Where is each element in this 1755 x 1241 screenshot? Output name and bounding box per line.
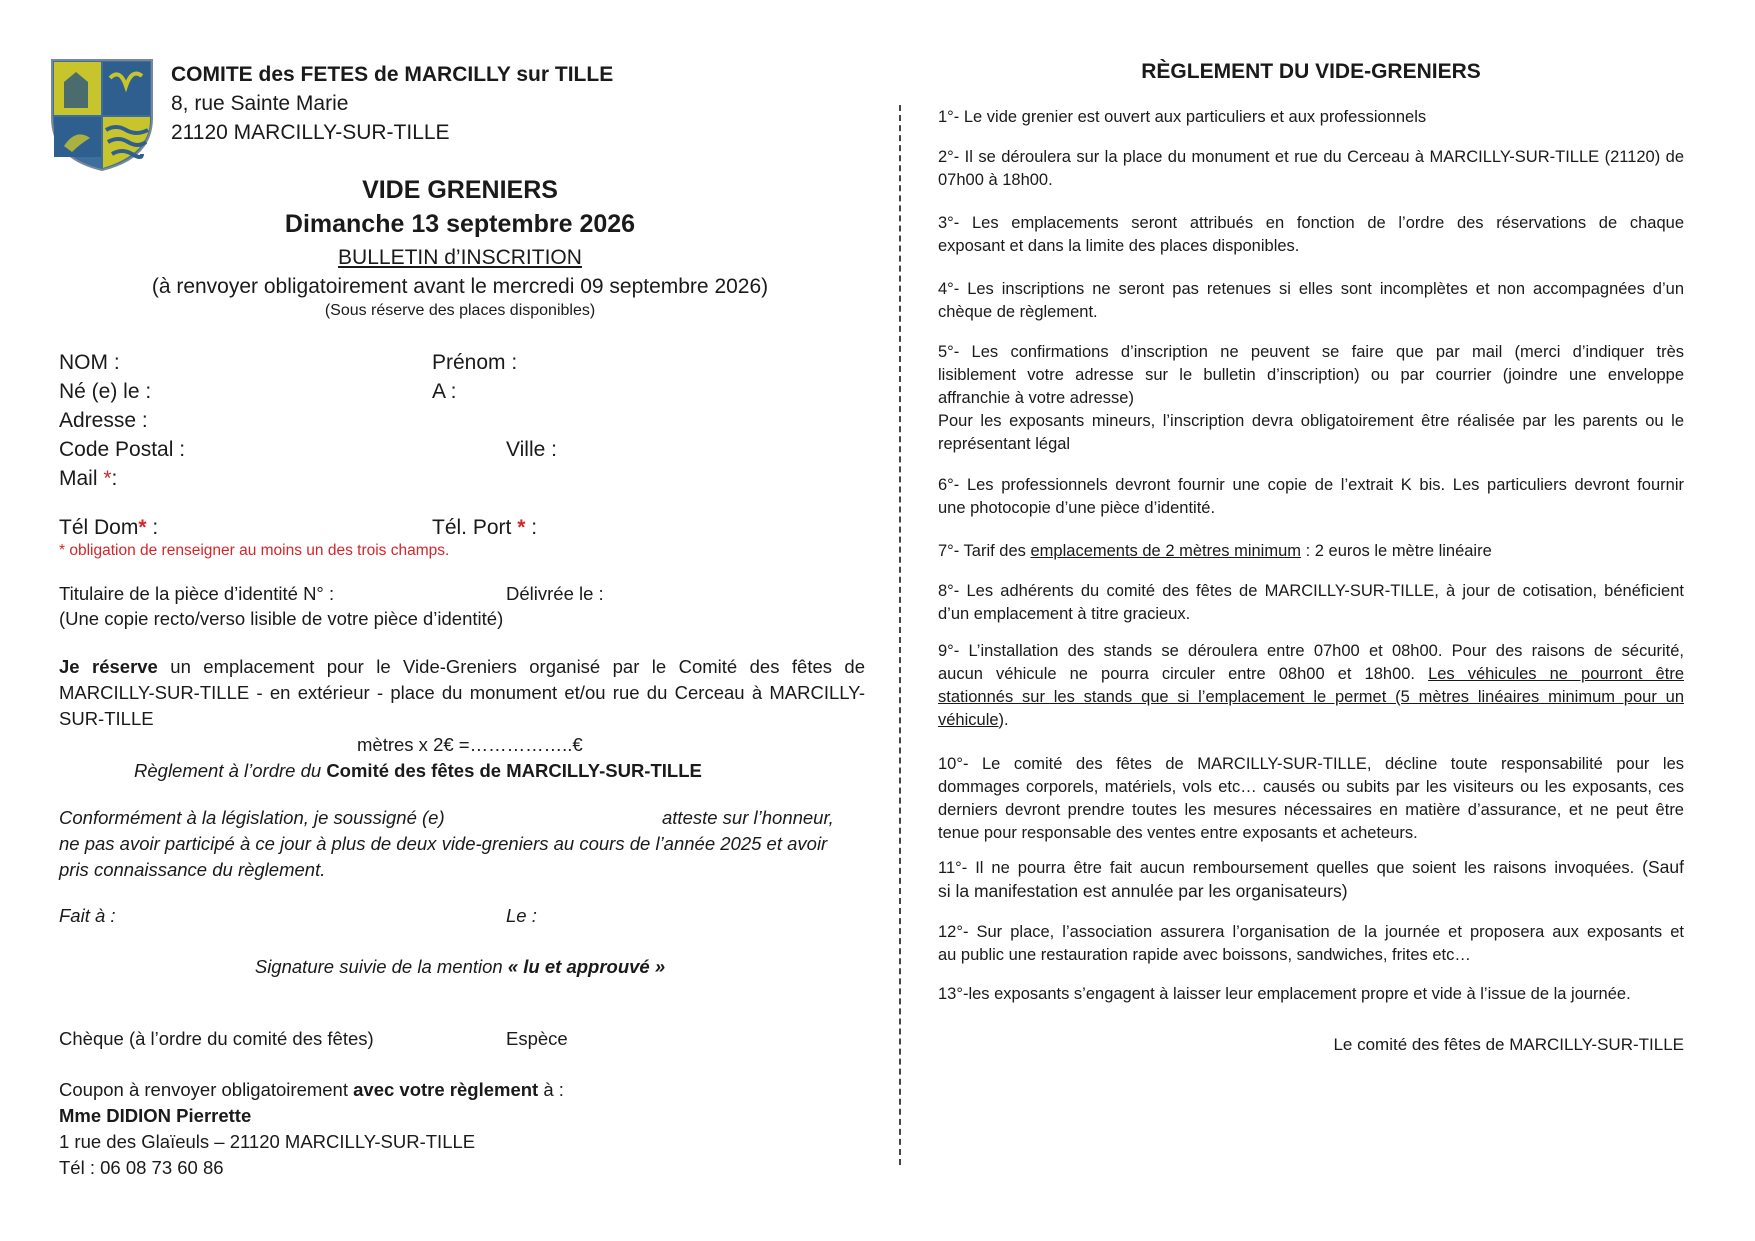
- rule-5-line2: lisiblement votre adresse sur le bulletin d’inscription) ou par courrier (joindre une enveloppe: [938, 366, 1684, 384]
- reservation-line1: [59, 654, 865, 680]
- attestation-line1a: Conformément à la législation, je soussigné (e): [59, 807, 445, 828]
- rule-9-line4-tail: ).: [998, 711, 1009, 729]
- rule-5-line1: 5°- Les confirmations d’inscription ne peuvent se faire que par mail (merci d’indiquer très: [938, 343, 1684, 361]
- label-code-postal: Code Postal :: [59, 438, 186, 461]
- rule-3-line2: exposant et dans la limite des places disponibles.: [938, 237, 1300, 255]
- org-name: COMITE des FETES de MARCILLY sur TILLE: [171, 63, 614, 86]
- return-coupon-line: [59, 1077, 564, 1103]
- rule-6-line2: une photocopie d’une pièce d’identité.: [938, 499, 1216, 517]
- label-ville: Ville :: [506, 438, 557, 461]
- rule-1-text: 1°- Le vide grenier est ouvert aux particuliers et aux professionnels: [938, 108, 1427, 126]
- payment-order-bold: Comité des fêtes de MARCILLY-SUR-TILLE: [326, 760, 702, 781]
- rule-10-line1: 10°- Le comité des fêtes de MARCILLY-SUR-TILLE, décline toute responsabilité pour les: [938, 755, 1684, 773]
- label-mail-text: Mail: [59, 467, 104, 490]
- rule-12-line2: au public une restauration rapide avec boissons, sandwiches, frites etc…: [938, 946, 1471, 964]
- label-tel-dom-colon: :: [146, 516, 159, 539]
- rule-12-line1: 12°- Sur place, l’association assurera l’organisation de la journée et proposera aux exposants et: [938, 923, 1684, 941]
- rule-9: [938, 640, 1684, 732]
- rule-9-line4-underlined: véhicule: [938, 711, 999, 729]
- rule-2-line1: 2°- Il se déroulera sur la place du monument et rue du Cerceau à MARCILLY-SUR-TILLE (21120) de: [938, 148, 1684, 166]
- rule-10-line4: tenue pour responsable des ventes entre exposants et acheteurs.: [938, 824, 1418, 842]
- rule-9-line1: 9°- L’installation des stands se déroulera entre 07h00 et 08h00. Pour des raisons de sécurité,: [938, 642, 1684, 660]
- label-tel-dom: [59, 513, 158, 542]
- rule-11-line1: [938, 856, 1684, 880]
- rule-11-line1-text: 11°- Il ne pourra être fait aucun remboursement quelles que soient les raisons invoquées.: [938, 859, 1643, 877]
- rule-2-line2: 07h00 à 18h00.: [938, 171, 1053, 189]
- rule-11-line1-paren: (Sauf: [1642, 857, 1684, 877]
- rule-12: [938, 921, 1684, 967]
- required-star: *: [517, 516, 526, 539]
- label-id-delivered: Délivrée le :: [506, 583, 604, 604]
- attestation-line1b: atteste sur l’honneur,: [662, 807, 834, 828]
- return-name: Mme DIDION Pierrette: [59, 1105, 252, 1126]
- payment-espece: Espèce: [506, 1028, 568, 1049]
- label-id-number: Titulaire de la pièce d’identité N° :: [59, 583, 335, 604]
- rule-4-line1: 4°- Les inscriptions ne seront pas retenues si elles sont incomplètes et non accompagnées d’un: [938, 280, 1684, 298]
- rule-9-line4: [938, 711, 1009, 729]
- rule-1: [938, 106, 1684, 129]
- required-star: *: [103, 467, 112, 490]
- label-birthplace: A :: [432, 380, 457, 403]
- rule-8-line1: 8°- Les adhérents du comité des fêtes de MARCILLY-SUR-TILLE, à jour de cotisation, bénéficient: [938, 582, 1684, 600]
- obligation-note: * obligation de renseigner au moins un des trois champs.: [59, 542, 450, 559]
- rule-5-line5: représentant légal: [938, 435, 1071, 453]
- required-star: *: [138, 516, 147, 539]
- rule-7: [938, 540, 1684, 563]
- rule-8: [938, 580, 1684, 626]
- label-tel-port-text: Tél. Port: [432, 516, 518, 539]
- payment-cheque: Chèque (à l’ordre du comité des fêtes): [59, 1028, 374, 1049]
- label-prenom: Prénom :: [432, 351, 518, 374]
- rule-5-line3: affranchie à votre adresse): [938, 389, 1134, 407]
- rule-5-line4: Pour les exposants mineurs, l’inscription devra obligatoirement être réalisée par les parents ou le: [938, 412, 1684, 430]
- rule-10: [938, 753, 1684, 845]
- org-address-line2: 21120 MARCILLY-SUR-TILLE: [171, 121, 450, 144]
- label-adresse: Adresse :: [59, 409, 148, 432]
- rule-10-line3: derniers devront prendre toutes les mesures nécessaires en matière d’assurance, et ne peut être: [938, 801, 1684, 819]
- return-address: 1 rue des Glaïeuls – 21120 MARCILLY-SUR-TILLE: [59, 1131, 476, 1152]
- reservation-line3: SUR-TILLE: [59, 708, 154, 729]
- rule-7-tail: : 2 euros le mètre linéaire: [1301, 542, 1492, 560]
- availability-note: (Sous réserve des places disponibles): [324, 302, 596, 319]
- rule-4-line2: chèque de règlement.: [938, 303, 1098, 321]
- org-address-line1: 8, rue Sainte Marie: [171, 92, 349, 115]
- rules-title: RÈGLEMENT DU VIDE-GRENIERS: [1141, 60, 1481, 83]
- label-tel-port: [432, 513, 537, 542]
- event-date: Dimanche 13 septembre 2026: [284, 210, 636, 238]
- label-mail-colon: :: [111, 467, 118, 490]
- rule-4: [938, 278, 1684, 324]
- form-title-text: BULLETIN d’INSCRITION: [338, 246, 582, 269]
- label-nom: NOM :: [59, 351, 120, 374]
- signature-line: [40, 954, 880, 980]
- rule-10-line2: dommages corporels, matériels, vols etc… causés ou subits par les visiteurs ou les exposants, ces: [938, 778, 1684, 796]
- rule-9-line3: stationnés sur les stands que si l’emplacement le permet (5 mètres linéaires minimum pour un: [938, 688, 1684, 706]
- rule-7-underlined: emplacements de 2 mètres minimum: [1030, 542, 1302, 560]
- rule-5: [938, 341, 1684, 456]
- rules-signoff: Le comité des fêtes de MARCILLY-SUR-TILLE: [1333, 1035, 1684, 1054]
- id-copy-note: (Une copie recto/verso lisible de votre pièce d’identité): [59, 608, 504, 629]
- rule-9-line2-underlined: Les véhicules ne pourront être: [1428, 665, 1684, 683]
- label-le: Le :: [506, 905, 537, 926]
- rule-8-line2: d’un emplacement à titre gracieux.: [938, 605, 1191, 623]
- reservation-line1-text: un emplacement pour le Vide-Greniers organisé par le Comité des fêtes de: [157, 656, 866, 677]
- label-birthdate: Né (e) le :: [59, 380, 152, 403]
- event-title: VIDE GRENIERS: [362, 176, 558, 204]
- attestation-line2: ne pas avoir participé à ce jour à plus de deux vide-greniers au cours de l’année 2025 et avoir: [59, 833, 828, 854]
- rule-6: [938, 474, 1684, 520]
- price-calculation: mètres x 2€ =……………..€: [357, 734, 583, 755]
- rule-7-lead: 7°- Tarif des: [938, 542, 1031, 560]
- label-fait-a: Fait à :: [59, 905, 116, 926]
- return-coupon-tail: à :: [538, 1079, 564, 1100]
- rule-11-line2: si la manifestation est annulée par les organisateurs): [938, 881, 1348, 901]
- reservation-line2: MARCILLY-SUR-TILLE - en extérieur - place du monument et/ou rue du Cerceau à MARCILLY-: [59, 682, 865, 703]
- payment-order: [134, 758, 702, 784]
- label-tel-port-colon: :: [525, 516, 538, 539]
- payment-order-lead: Règlement à l’ordre du: [134, 760, 327, 781]
- rule-9-line2-text: aucun véhicule ne pourra circuler entre 08h00 et 18h00.: [938, 665, 1429, 683]
- form-title: [40, 246, 880, 270]
- return-coupon-lead: Coupon à renvoyer obligatoirement: [59, 1079, 354, 1100]
- reservation-bold-lead: Je réserve: [59, 656, 158, 677]
- column-divider: [899, 105, 901, 1165]
- deadline-text: (à renvoyer obligatoirement avant le mercredi 09 septembre 2026): [151, 275, 769, 298]
- attestation-line3: pris connaissance du règlement.: [59, 859, 326, 880]
- rule-6-line1: 6°- Les professionnels devront fournir une copie de l’extrait K bis. Les particuliers devront fournir: [938, 476, 1684, 494]
- rule-2: [938, 146, 1684, 192]
- signature-lead: Signature suivie de la mention: [254, 956, 508, 977]
- return-coupon-bold: avec votre règlement: [353, 1079, 539, 1100]
- rule-13-text: 13°-les exposants s’engagent à laisser leur emplacement propre et vide à l’issue de la journée.: [938, 985, 1631, 1003]
- label-tel-dom-text: Tél Dom: [59, 516, 139, 539]
- label-mail: [59, 464, 117, 493]
- rule-3-line1: 3°- Les emplacements seront attribués en fonction de l’ordre des réservations de chaque: [938, 214, 1684, 232]
- rule-11: [938, 856, 1684, 904]
- rule-3: [938, 212, 1684, 258]
- signature-mention: « lu et approuvé »: [507, 956, 666, 977]
- rule-9-line2: [938, 663, 1684, 686]
- return-tel: Tél : 06 08 73 60 86: [59, 1157, 224, 1178]
- coat-of-arms-logo: [50, 58, 154, 172]
- rule-13: [938, 983, 1684, 1006]
